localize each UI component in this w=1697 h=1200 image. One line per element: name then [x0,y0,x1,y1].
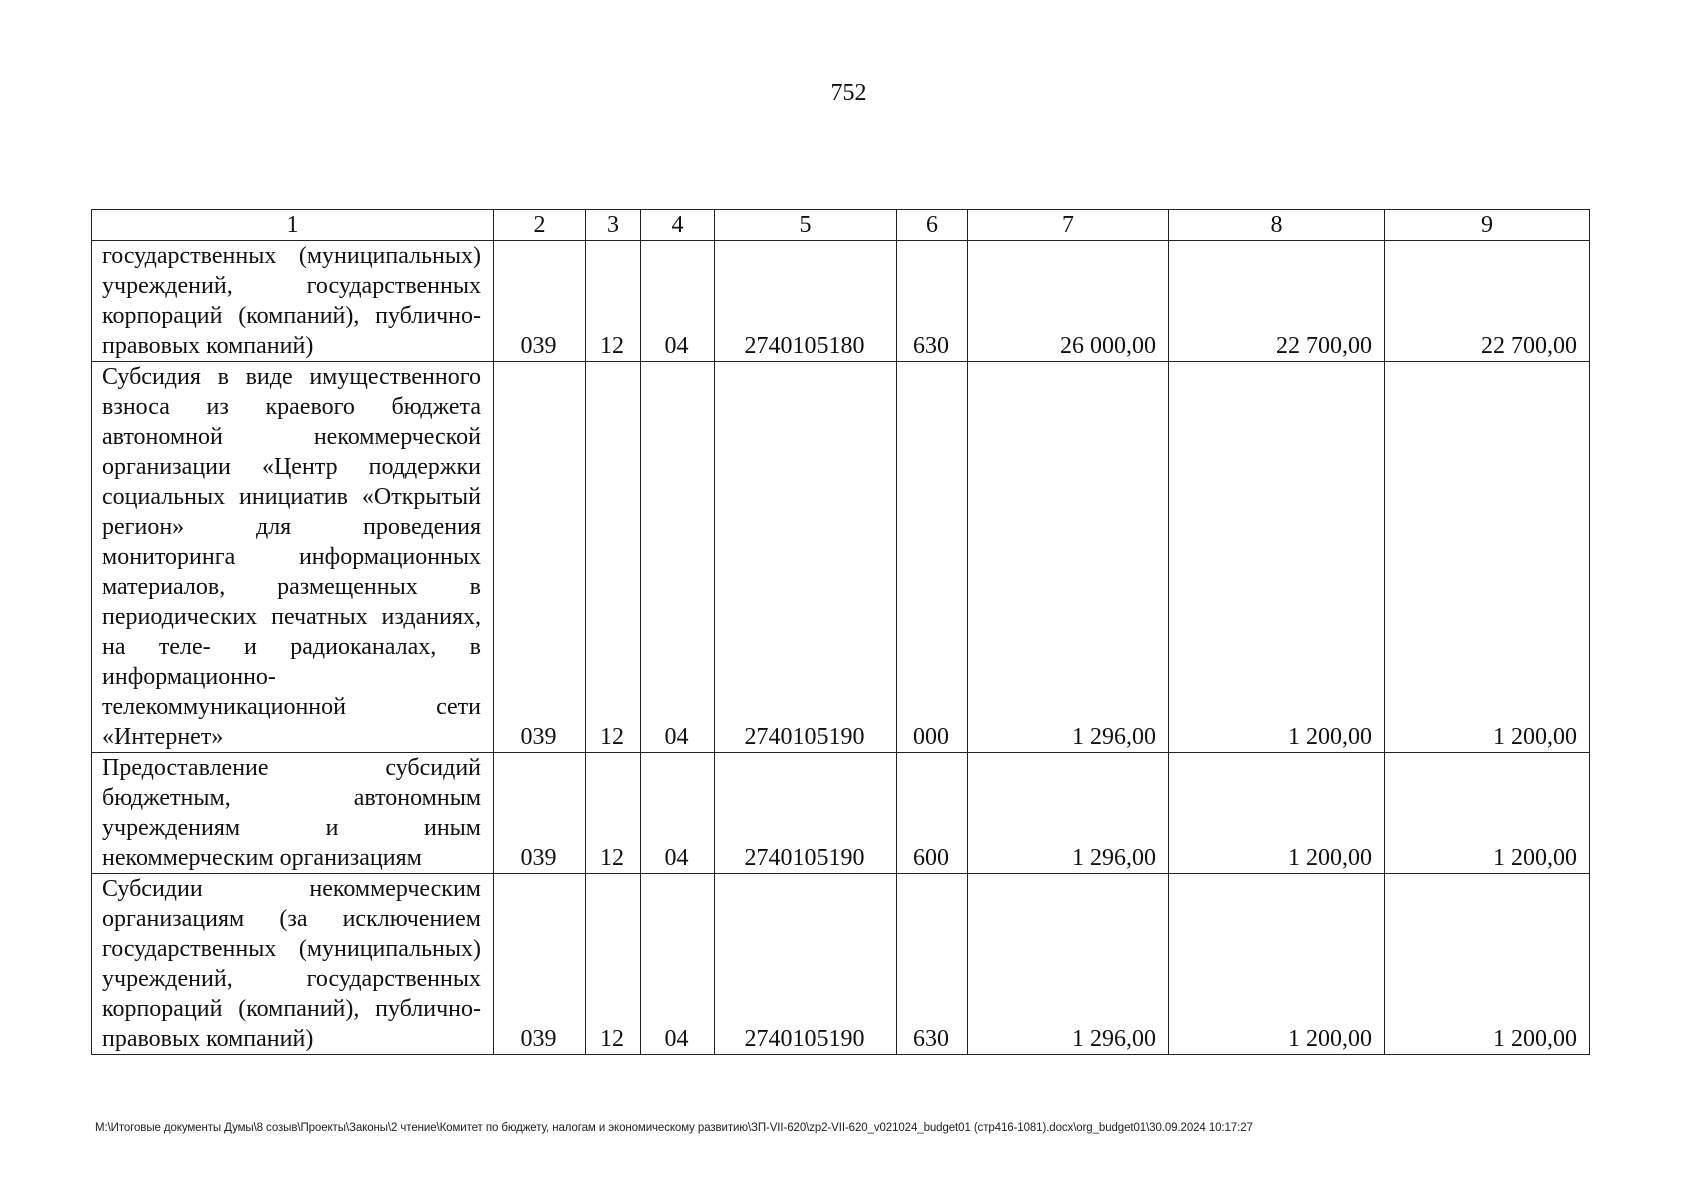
column-header-4: 4 [641,210,715,241]
amount-col-9: 22 700,00 [1385,241,1590,362]
column-header-6: 6 [897,210,968,241]
column-header-1: 1 [92,210,494,241]
expense-type-code: 630 [897,874,968,1055]
budget-table [91,209,1590,1055]
expense-type-code: 000 [897,362,968,753]
amount-col-9: 1 200,00 [1385,753,1590,874]
target-article-code: 2740105180 [715,241,897,362]
amount-col-7: 26 000,00 [968,241,1169,362]
header-row [92,210,1590,241]
table-row [92,874,1590,1055]
subsection-code: 04 [641,241,715,362]
page-number: 752 [830,80,867,106]
column-header-8: 8 [1169,210,1385,241]
expense-type-code: 630 [897,241,968,362]
table-row [92,241,1590,362]
subsection-code: 04 [641,362,715,753]
subsection-code: 04 [641,753,715,874]
table-row [92,362,1590,753]
document-file-path: M:\Итоговые документы Думы\8 созыв\Проекты\Законы\2 чтение\Комитет по бюджету, налогам и экономическому развитию\ЗП-VII-620\zp2-VII-620_v021024_budget01 (стр416-1081).docx\org_budget01\30.09.2024 10:17:27 [95,1122,1253,1134]
amount-col-8: 1 200,00 [1169,753,1385,874]
amount-col-8: 1 200,00 [1169,362,1385,753]
admin-code: 039 [494,241,586,362]
column-header-2: 2 [494,210,586,241]
target-article-code: 2740105190 [715,874,897,1055]
target-article-code: 2740105190 [715,753,897,874]
amount-col-9: 1 200,00 [1385,362,1590,753]
row-description: государственных (муниципальных) учреждений, государственных корпораций (компаний), публично-правовых компаний) [92,241,494,362]
row-description: Предоставление субсидий бюджетным, автономным учреждениям и иным некоммерческим организациям [92,753,494,874]
expense-type-code: 600 [897,753,968,874]
row-description: Субсидии некоммерческим организациям (за исключением государственных (муниципальных) учреждений, государственных корпораций (компаний), публично-правовых компаний) [92,874,494,1055]
amount-col-8: 1 200,00 [1169,874,1385,1055]
admin-code: 039 [494,874,586,1055]
subsection-code: 04 [641,874,715,1055]
table-row [92,753,1590,874]
column-header-5: 5 [715,210,897,241]
column-header-9: 9 [1385,210,1590,241]
admin-code: 039 [494,753,586,874]
section-code: 12 [586,241,641,362]
row-description: Субсидия в виде имущественного взноса из краевого бюджета автономной некоммерческой организации «Центр поддержки социальных инициатив «Открытый регион» для проведения мониторинга информационных материалов, размещенных в периодических печатных изданиях, на теле- и радиоканалах, в информационно-телекоммуникационной сети «Интернет» [92,362,494,753]
amount-col-7: 1 296,00 [968,753,1169,874]
column-header-7: 7 [968,210,1169,241]
amount-col-7: 1 296,00 [968,362,1169,753]
column-header-3: 3 [586,210,641,241]
admin-code: 039 [494,362,586,753]
section-code: 12 [586,753,641,874]
section-code: 12 [586,362,641,753]
amount-col-9: 1 200,00 [1385,874,1590,1055]
amount-col-7: 1 296,00 [968,874,1169,1055]
amount-col-8: 22 700,00 [1169,241,1385,362]
target-article-code: 2740105190 [715,362,897,753]
section-code: 12 [586,874,641,1055]
